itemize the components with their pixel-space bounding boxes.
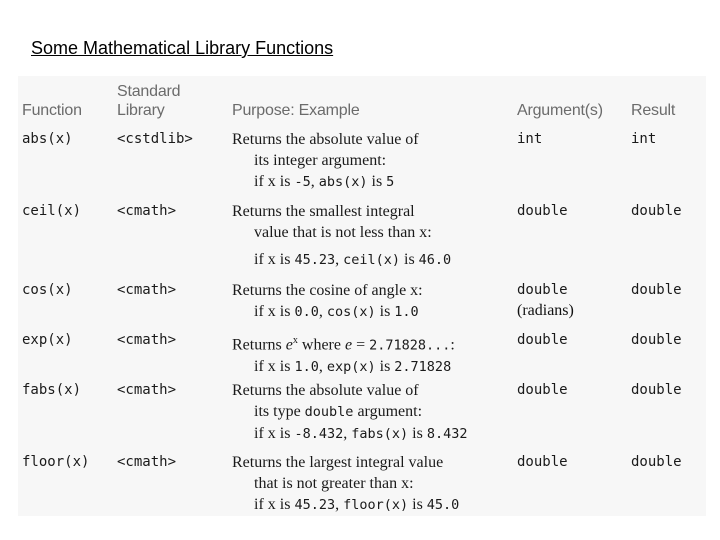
example-line: if x is -8.432, fabs(x) is 8.432 — [254, 425, 468, 442]
purpose-line: Returns the cosine of angle x: — [232, 282, 423, 299]
purpose-example — [232, 330, 455, 378]
argument-type: double — [517, 332, 568, 348]
purpose-example — [232, 380, 467, 445]
purpose-example — [232, 201, 451, 271]
library-name: <cmath> — [117, 454, 177, 470]
purpose-example — [232, 129, 419, 193]
argument-type: double — [517, 203, 568, 219]
header-library-line2: Library — [117, 102, 165, 119]
purpose-line: Returns the absolute value of — [232, 382, 419, 399]
function-name: fabs(x) — [22, 382, 82, 398]
result-type: double — [631, 454, 682, 470]
result-type: double — [631, 203, 682, 219]
argument-unit: (radians) — [517, 302, 574, 319]
library-name: <cstdlib> — [117, 131, 193, 147]
function-name: exp(x) — [22, 332, 73, 348]
purpose-line: its type double argument: — [254, 403, 423, 420]
purpose-line: its integer argument: — [254, 152, 387, 169]
header-purpose: Purpose: Example — [232, 102, 360, 119]
example-line: if x is 45.23, ceil(x) is 46.0 — [254, 251, 452, 268]
argument-type: int — [517, 131, 543, 147]
header-function: Function — [22, 102, 82, 119]
header-result: Result — [631, 102, 676, 119]
function-name: cos(x) — [22, 282, 73, 298]
function-name: abs(x) — [22, 131, 73, 147]
purpose-line: Returns the largest integral value — [232, 454, 444, 471]
purpose-example — [232, 452, 459, 516]
library-functions-table — [18, 76, 706, 516]
example-line: if x is 0.0, cos(x) is 1.0 — [254, 303, 419, 320]
example-line: if x is -5, abs(x) is 5 — [254, 173, 395, 190]
purpose-line: Returns the smallest integral — [232, 203, 415, 220]
result-type: int — [631, 131, 657, 147]
function-name: ceil(x) — [22, 203, 82, 219]
result-type: double — [631, 282, 682, 298]
library-name: <cmath> — [117, 382, 177, 398]
argument-type: double — [517, 454, 568, 470]
function-name: floor(x) — [22, 454, 90, 470]
example-line: if x is 1.0, exp(x) is 2.71828 — [254, 358, 452, 376]
slide-title: Some Mathematical Library Functions — [31, 38, 334, 58]
result-type: double — [631, 382, 682, 398]
argument-type: double — [517, 382, 568, 398]
purpose-line: Returns the absolute value of — [232, 131, 419, 148]
header-standard-library — [117, 82, 180, 120]
library-name: <cmath> — [117, 203, 177, 219]
library-name: <cmath> — [117, 332, 177, 348]
library-name: <cmath> — [117, 282, 177, 298]
example-line: if x is 45.23, floor(x) is 45.0 — [254, 496, 460, 513]
argument-type-line: double — [517, 282, 568, 298]
header-library-line1: Standard — [117, 83, 181, 100]
result-type: double — [631, 332, 682, 348]
purpose-line: that is not greater than x: — [254, 475, 414, 492]
header-arguments: Argument(s) — [517, 102, 603, 119]
argument-type — [517, 280, 574, 321]
purpose-line: value that is not less than x: — [254, 224, 432, 241]
purpose-line: Returns $e^x$ where e = 2.71828...: — [232, 335, 455, 354]
purpose-example — [232, 280, 423, 323]
